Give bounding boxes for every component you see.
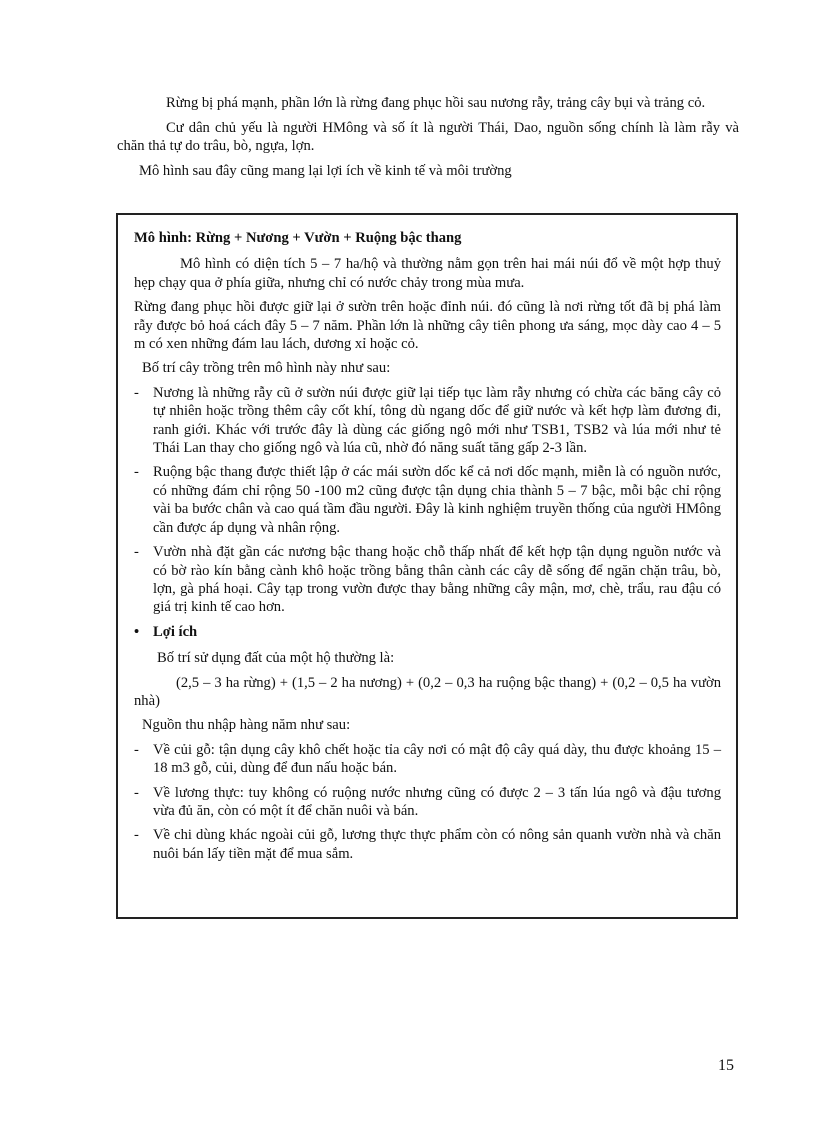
model-paragraph: Rừng đang phục hồi được giữ lại ở sườn trên hoặc đỉnh núi. đó cũng là nơi rừng tốt đã bị phá làm rẫy được bỏ hoá cách đây 5 – 7 năm. Phần lớn là những cây tiên phong ưa sáng, mọc dày cao 4 – 5 m có xen những đám lau lách, dương xỉ hoặc cỏ. — [134, 299, 721, 353]
list-item: - Về củi gỗ: tận dụng cây khô chết hoặc tỉa cây nơi có mật độ cây quá dày, thu được khoảng 15 – 18 m3 gỗ, củi, dùng để đun nấu hoặc bán. — [134, 741, 721, 778]
model-paragraph: Nguồn thu nhập hàng năm như sau: — [142, 717, 351, 734]
list-item: - Vườn nhà đặt gần các nương bậc thang hoặc chỗ thấp nhất để kết hợp tận dụng nguồn nước và có bờ rào kín bằng cành khô hoặc trồng bằng thân cành các cây dễ sống để ngăn chặn trâu, bò, lợn, gà phá hoại. Cây tạp trong vườn được thay bằng những cây mận, mơ, chè, trẩu, rau đậu có giá trị kinh tế cao hơn. — [134, 543, 721, 617]
land-use-formula: (2,5 – 3 ha rừng) + (1,5 – 2 ha nương) + (0,2 – 0,3 ha ruộng bậc thang) + (0,2 – 0,5 ha vườn nhà) — [134, 674, 721, 709]
intro-paragraph: Mô hình sau đây cũng mang lại lợi ích về kinh tế và môi trường — [139, 162, 512, 179]
model-title: Mô hình: Rừng + Nương + Vườn + Ruộng bậc thang — [134, 230, 462, 246]
model-paragraph: Bố trí sử dụng đất của một hộ thường là: — [157, 650, 395, 667]
intro-paragraph: Rừng bị phá mạnh, phần lớn là rừng đang phục hồi sau nương rẫy, trảng cây bụi và trảng cỏ. — [166, 95, 706, 111]
model-box — [116, 213, 738, 919]
page-number: 15 — [718, 1057, 734, 1074]
model-paragraph: Mô hình có diện tích 5 – 7 ha/hộ và thường nằm gọn trên hai mái núi đổ về một hợp thuỷ hẹp chạy qua ở phía giữa, nhưng chỉ có nước chảy trong mùa mưa. — [134, 256, 721, 291]
intro-section — [117, 94, 739, 186]
crop-arrangement-list — [134, 384, 721, 617]
list-item: - Về lương thực: tuy không có ruộng nước nhưng cũng có được 2 – 3 tấn lúa ngô và đậu tương vừa đủ ăn, còn có một ít để chăn nuôi và bán. — [134, 784, 721, 821]
income-list — [134, 741, 721, 863]
model-paragraph: Bố trí cây trồng trên mô hình này như sau: — [142, 360, 391, 377]
intro-paragraph: Cư dân chủ yếu là người HMông và số ít là người Thái, Dao, nguồn sống chính là làm rẫy và chăn thả tự do trâu, bò, ngựa, lợn. — [117, 119, 739, 154]
list-item: - Về chi dùng khác ngoài củi gỗ, lương thực thực phẩm còn có nông sản quanh vườn nhà và chăn nuôi bán lấy tiền mặt để mua sắm. — [134, 826, 721, 863]
list-item: - Nương là những rẫy cũ ở sườn núi được giữ lại tiếp tục làm rẫy nhưng có chừa các băng cây cỏ tự nhiên hoặc trồng thêm cây cốt khí, tông dù ngang dốc để giữ nước và kết hợp làm đương đi, ranh giới. Khác với trước đây là dùng các giống ngô mới như TSB1, TSB2 và lúa mới như tẻ Thái Lan thay cho giống ngô và lúa cũ, nhờ đó năng suất tăng gấp 2-3 lần. — [134, 384, 721, 458]
benefit-heading-label: Lợi ích — [153, 623, 198, 640]
list-item: - Ruộng bậc thang được thiết lập ở các mái sườn dốc kể cả nơi dốc mạnh, miễn là có nguồn nước, có những đám chỉ rộng 50 -100 m2 cũng được tận dụng chia thành 5 – 7 bậc, mỗi bậc chỉ rộng vài ba bước chân và cao quá tầm đầu người. Đây là kinh nghiệm truyền thống của người HMông cần được áp dụng và nhân rộng. — [134, 463, 721, 537]
benefit-heading — [134, 623, 721, 641]
bullet-icon: • — [134, 623, 140, 640]
